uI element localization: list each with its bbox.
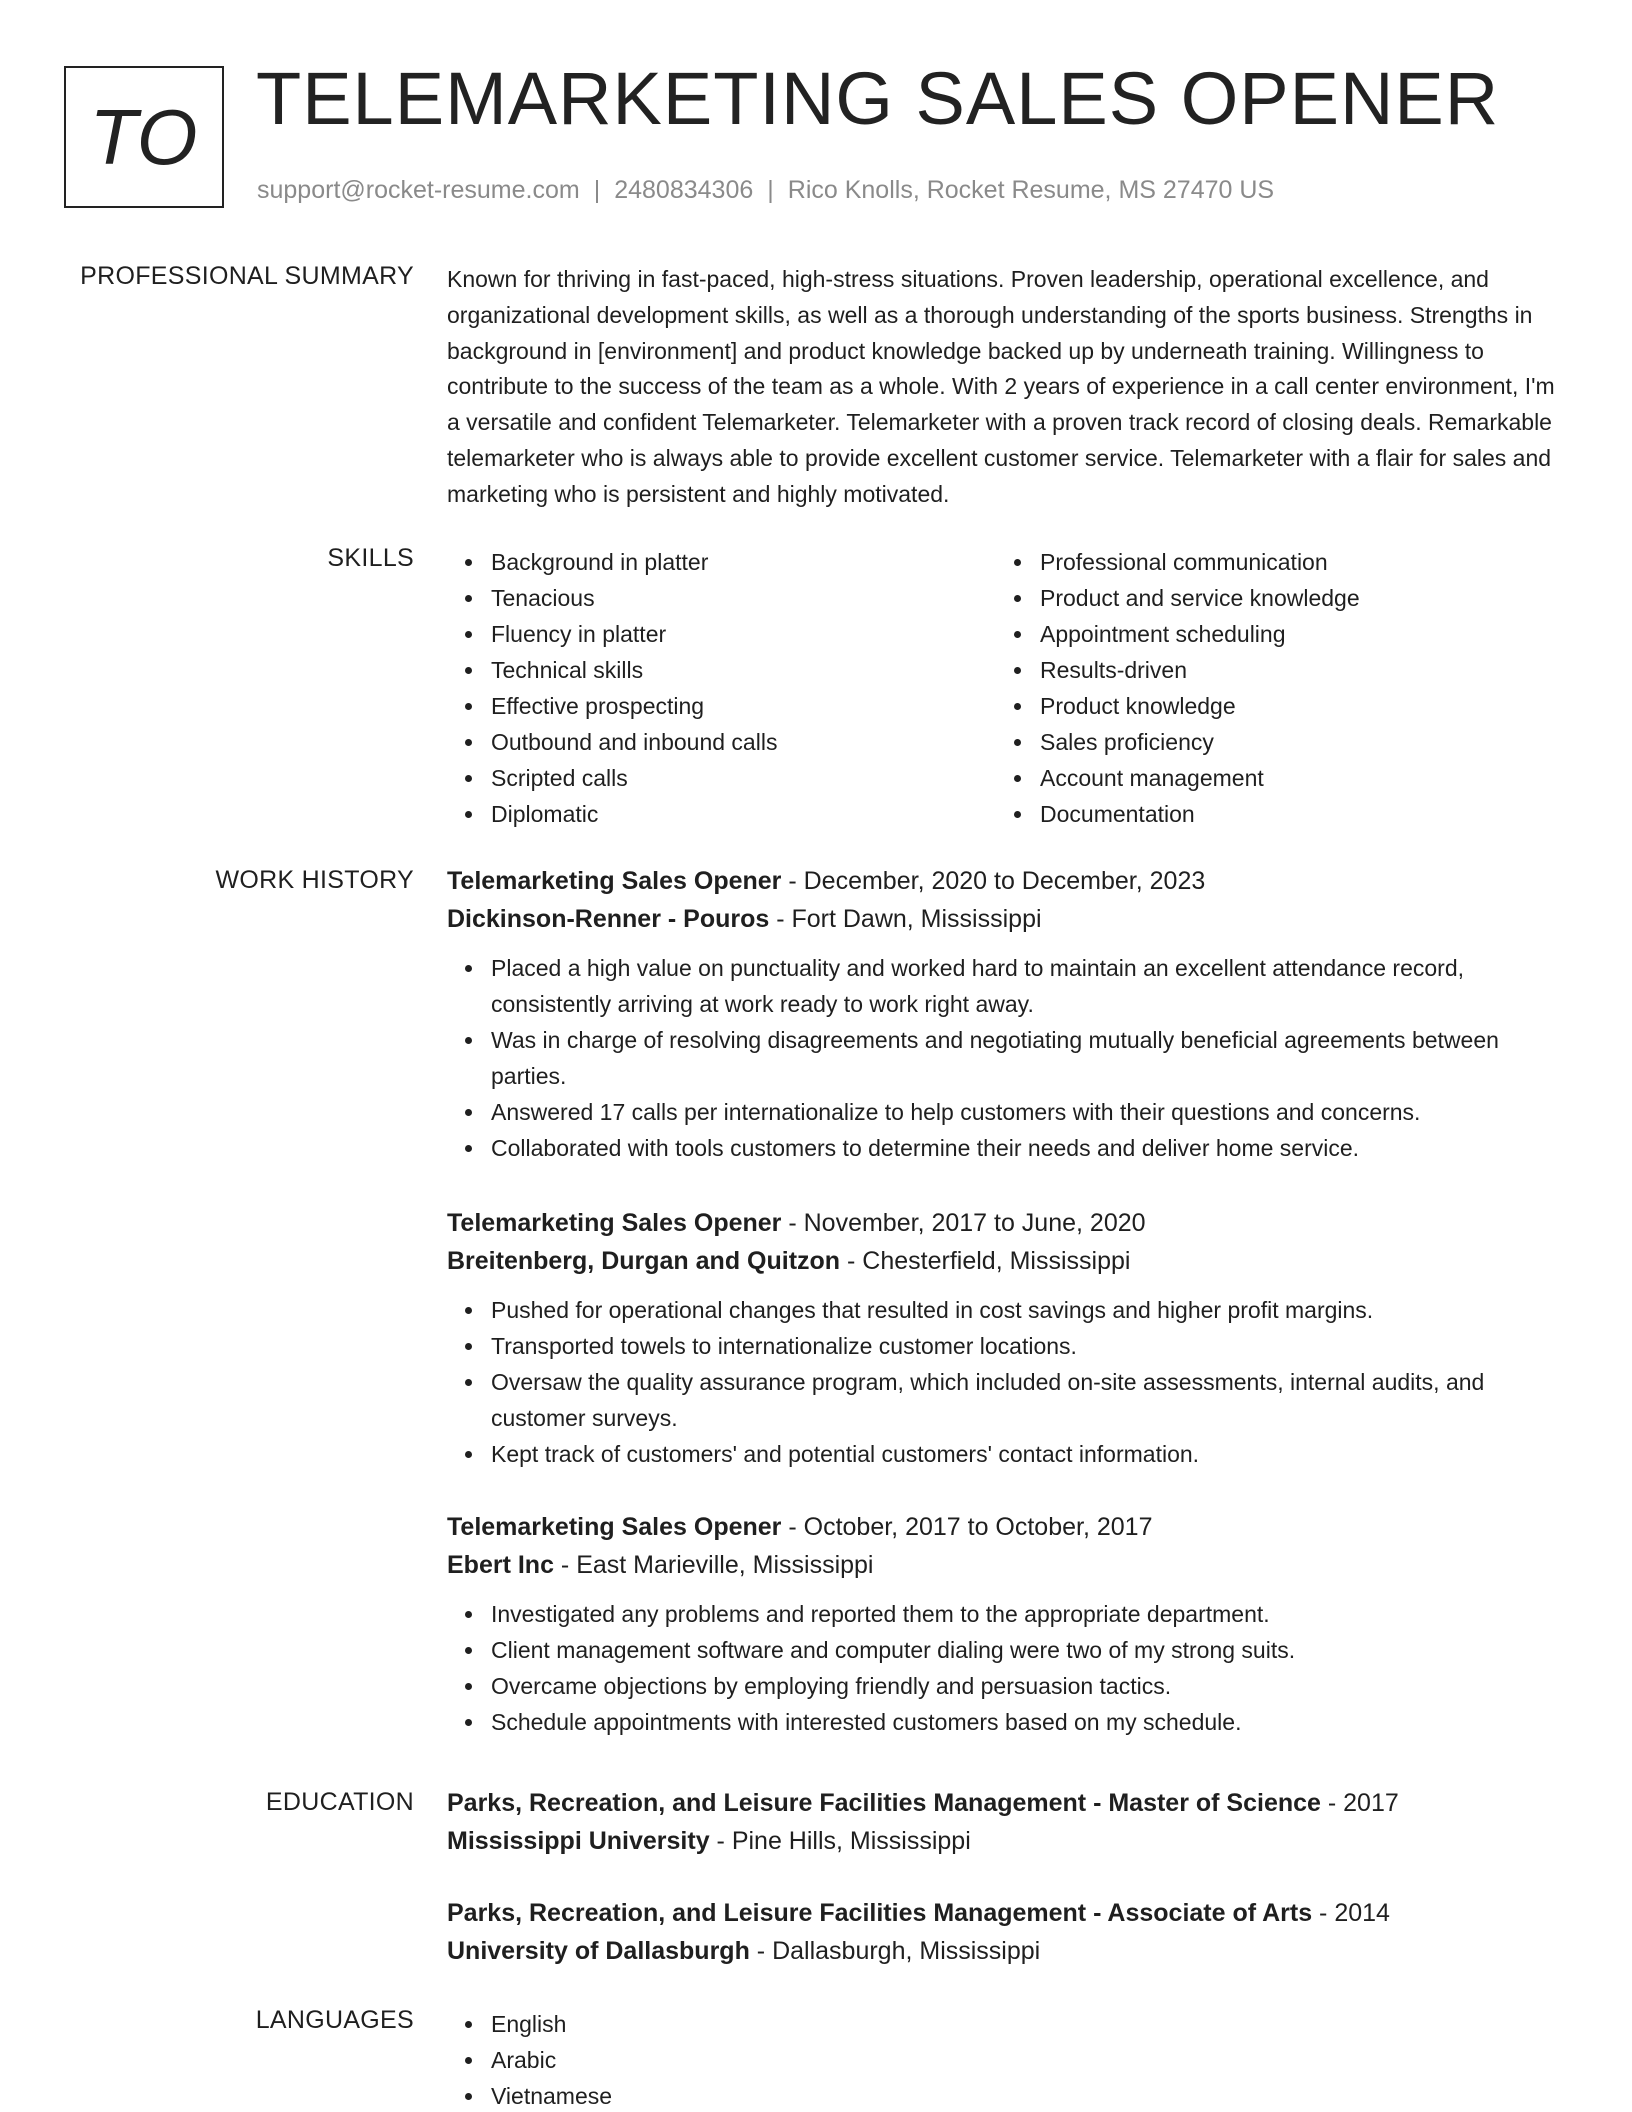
job-title-line (447, 862, 1562, 900)
job-title: Telemarketing Sales Opener (447, 1209, 782, 1237)
job-bullet: Kept track of customers' and potential customers' contact information. (447, 1436, 1562, 1472)
job-company-line (447, 900, 1562, 938)
skill-item: Background in platter (447, 544, 996, 580)
skill-item: Diplomatic (447, 796, 996, 832)
job-company: Ebert Inc (447, 1551, 554, 1579)
language-item: Vietnamese (447, 2078, 1562, 2112)
school-location: - Dallasburgh, Mississippi (749, 1937, 1041, 1965)
job-dates: - October, 2017 to October, 2017 (781, 1513, 1153, 1541)
job-location: - East Marieville, Mississippi (553, 1551, 874, 1579)
education-entry (447, 1784, 1562, 1860)
job-dates: - December, 2020 to December, 2023 (781, 867, 1206, 895)
job-location: - Chesterfield, Mississippi (840, 1247, 1131, 1275)
skill-item: Product knowledge (996, 688, 1545, 724)
job-dates: - November, 2017 to June, 2020 (781, 1209, 1146, 1237)
skill-item: Account management (996, 760, 1545, 796)
initials-text: TO (89, 92, 199, 181)
skill-item: Outbound and inbound calls (447, 724, 996, 760)
skill-item: Tenacious (447, 580, 996, 616)
job-entry (447, 1508, 1562, 1740)
language-item: English (447, 2006, 1562, 2042)
job-title-line (447, 1204, 1562, 1242)
skills-column-right (996, 544, 1545, 832)
skill-item: Fluency in platter (447, 616, 996, 652)
job-title: Telemarketing Sales Opener (447, 1513, 782, 1541)
degree-line (447, 1894, 1562, 1932)
skill-item: Effective prospecting (447, 688, 996, 724)
job-bullet: Answered 17 calls per internationalize to help customers with their questions and concerns. (447, 1094, 1562, 1130)
job-bullet: Client management software and computer dialing were two of my strong suits. (447, 1632, 1562, 1668)
degree-year: - 2017 (1320, 1789, 1399, 1817)
degree: Parks, Recreation, and Leisure Facilities Management - Master of Science (447, 1789, 1321, 1817)
job-bullet: Investigated any problems and reported them to the appropriate department. (447, 1596, 1562, 1632)
job-company: Breitenberg, Durgan and Quitzon (447, 1247, 841, 1275)
skills-column-left (447, 544, 996, 832)
initials-monogram (64, 66, 224, 208)
job-company-line (447, 1546, 1562, 1584)
school: University of Dallasburgh (447, 1937, 750, 1965)
contact-phone[interactable]: 2480834306 (614, 176, 754, 204)
job-entry (447, 862, 1562, 1166)
job-company-line (447, 1242, 1562, 1280)
job-bullet: Pushed for operational changes that resulted in cost savings and higher profit margins. (447, 1292, 1562, 1328)
job-title: Telemarketing Sales Opener (447, 867, 782, 895)
section-label-skills: SKILLS (327, 544, 414, 572)
contact-separator: | (767, 176, 774, 204)
degree-year: - 2014 (1312, 1899, 1390, 1927)
school-line (447, 1932, 1562, 1970)
skill-item: Scripted calls (447, 760, 996, 796)
summary-text: Known for thriving in fast-paced, high-stress situations. Proven leadership, operational excellence, and organizational development skills, as well as a thorough understanding of the sports business. Strengths in background in [environment] and product knowledge backed up by underneath training. Willingness to contribute to the success of the team as a whole. With 2 years of experience in a call center environment, I'm a versatile and confident Telemarketer. Telemarketer with a proven track record of closing deals. Remarkable telemarketer who is always able to provide excellent customer service. Telemarketer with a flair for sales and marketing who is persistent and highly motivated. (447, 266, 1555, 507)
job-bullet: Was in charge of resolving disagreements and negotiating mutually beneficial agreements between parties. (447, 1022, 1562, 1094)
job-entry (447, 1204, 1562, 1472)
job-bullets (447, 950, 1562, 1166)
job-bullets (447, 1596, 1562, 1740)
contact-email[interactable]: support@rocket-resume.com (257, 176, 580, 204)
school-line (447, 1822, 1562, 1860)
skill-item: Appointment scheduling (996, 616, 1545, 652)
school: Mississippi University (447, 1827, 710, 1855)
contact-separator: | (593, 176, 601, 204)
language-item: Arabic (447, 2042, 1562, 2078)
languages-list (447, 2006, 1562, 2112)
skill-item: Sales proficiency (996, 724, 1545, 760)
job-bullet: Oversaw the quality assurance program, which included on-site assessments, internal audits, and customer surveys. (447, 1364, 1562, 1436)
skill-item: Product and service knowledge (996, 580, 1545, 616)
degree-line (447, 1784, 1562, 1822)
job-bullet: Transported towels to internationalize customer locations. (447, 1328, 1562, 1364)
contact-line (257, 176, 1274, 205)
skills-list (447, 544, 1562, 832)
skill-item: Technical skills (447, 652, 996, 688)
section-label-work-history: WORK HISTORY (215, 866, 414, 894)
job-bullets (447, 1292, 1562, 1472)
candidate-name: TELEMARKETING SALES OPENER (256, 57, 1500, 140)
school-location: - Pine Hills, Mississippi (709, 1827, 971, 1855)
job-bullet: Collaborated with tools customers to determine their needs and deliver home service. (447, 1130, 1562, 1166)
job-bullet: Schedule appointments with interested customers based on my schedule. (447, 1704, 1562, 1740)
section-label-summary: PROFESSIONAL SUMMARY (80, 262, 414, 290)
skill-item: Results-driven (996, 652, 1545, 688)
job-bullet: Overcame objections by employing friendly and persuasion tactics. (447, 1668, 1562, 1704)
job-company: Dickinson-Renner - Pouros (447, 905, 770, 933)
job-bullet: Placed a high value on punctuality and worked hard to maintain an excellent attendance record, consistently arriving at work ready to work right away. (447, 950, 1562, 1022)
education-entry (447, 1894, 1562, 1970)
job-title-line (447, 1508, 1562, 1546)
skill-item: Professional communication (996, 544, 1545, 580)
section-label-languages: LANGUAGES (255, 2006, 414, 2034)
contact-address: Rico Knolls, Rocket Resume, MS 27470 US (787, 176, 1275, 204)
skill-item: Documentation (996, 796, 1545, 832)
job-location: - Fort Dawn, Mississippi (769, 905, 1042, 933)
degree: Parks, Recreation, and Leisure Facilities Management - Associate of Arts (447, 1899, 1313, 1927)
section-label-education: EDUCATION (265, 1788, 414, 1816)
